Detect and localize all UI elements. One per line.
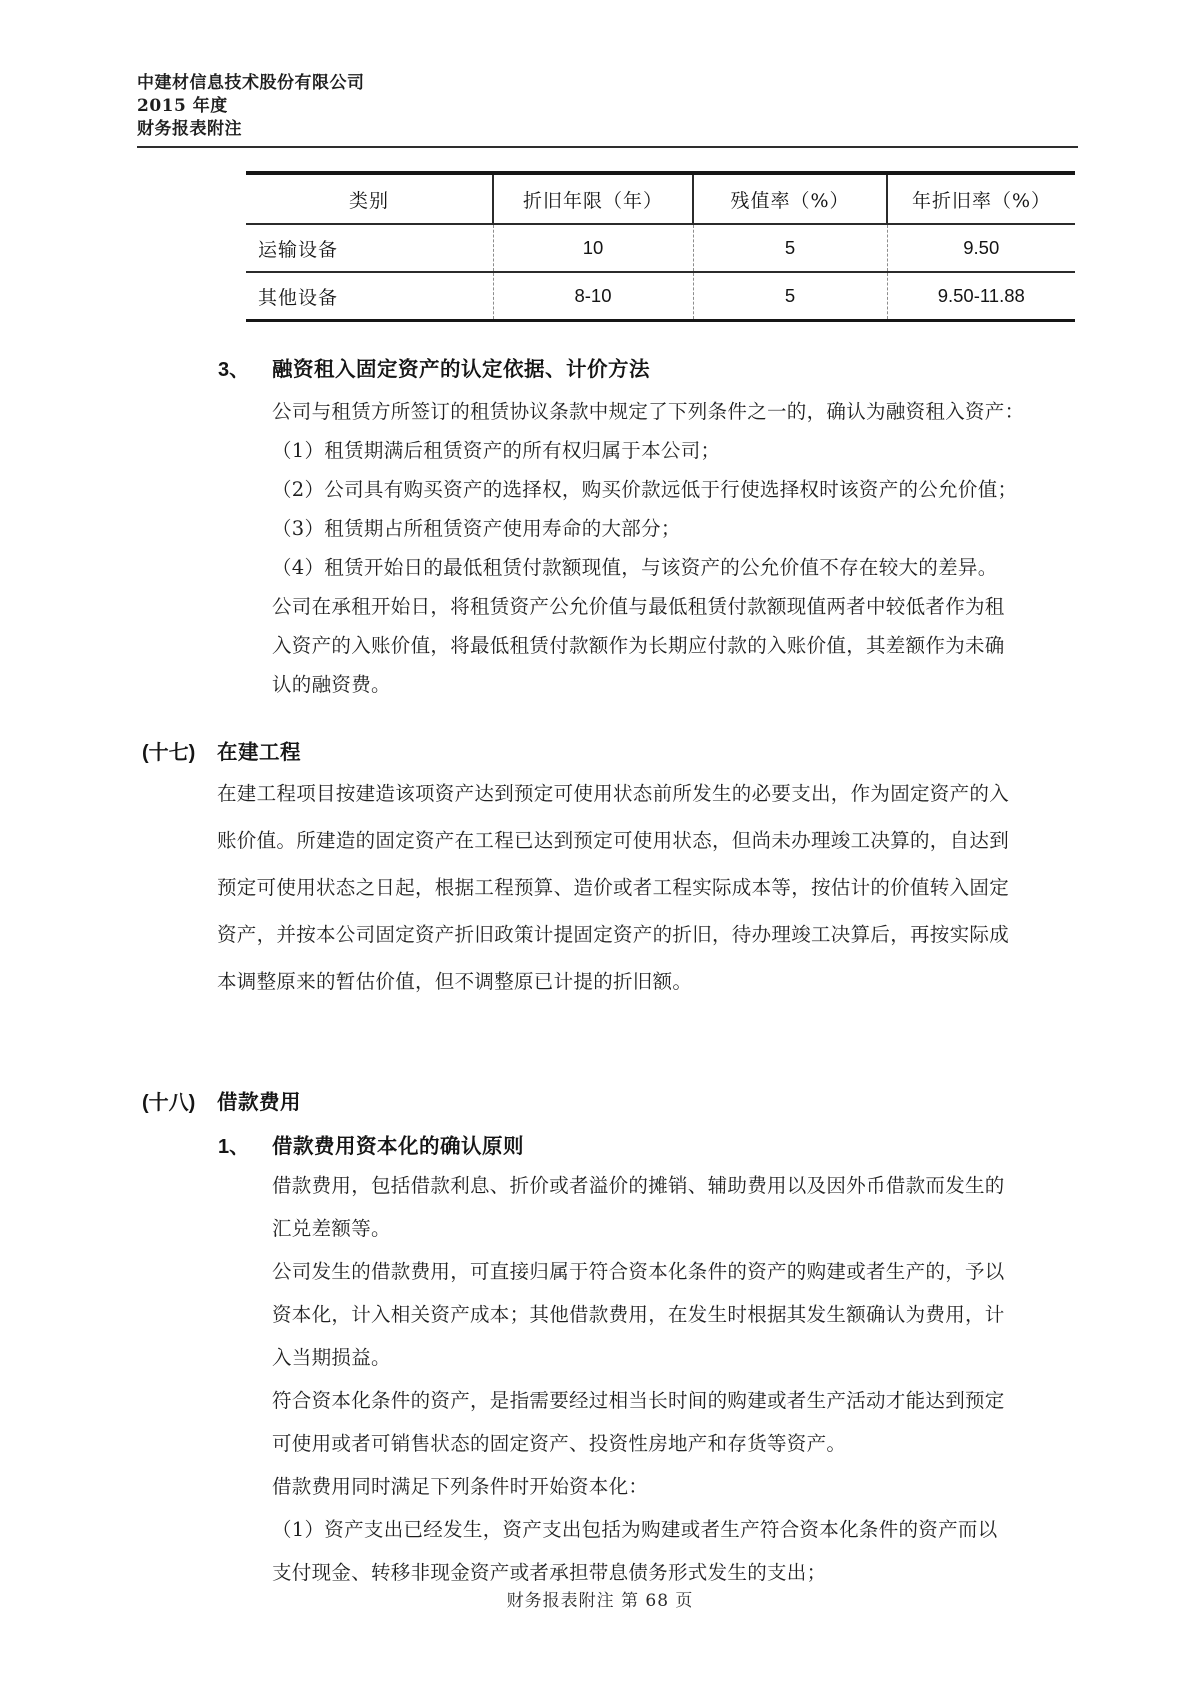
paragraph-line: 符合资本化条件的资产，是指需要经过相当长时间的购建或者生产活动才能达到预定	[272, 1389, 1005, 1412]
section3-title: 融资租入固定资产的认定依据、计价方法	[272, 358, 650, 381]
header-rule	[137, 146, 1078, 148]
section17-title: 在建工程	[217, 741, 301, 764]
paragraph-line: 公司在承租开始日，将租赁资产公允价值与最低租赁付款额现值两者中较低者作为租	[272, 595, 1005, 618]
page-header	[137, 72, 365, 141]
section17-paragraph	[217, 770, 1009, 1005]
section18-title: 借款费用	[217, 1091, 301, 1114]
col-header-residual-rate: 残值率（%）	[693, 173, 887, 224]
company-name: 中建材信息技术股份有限公司	[137, 73, 365, 93]
col-header-annual-rate: 年折旧率（%）	[887, 173, 1075, 224]
col-header-category: 类别	[246, 173, 493, 224]
depreciation-table	[246, 171, 1075, 322]
paragraph-line: 汇兑差额等。	[272, 1217, 391, 1240]
paragraph-line: 资产，并按本公司固定资产折旧政策计提固定资产的折旧，待办理竣工决算后，再按实际成	[217, 923, 1010, 946]
section3-number: 3、	[218, 359, 250, 381]
paragraph-line: 预定可使用状态之日起，根据工程预算、造价或者工程实际成本等，按估计的价值转入固定	[217, 876, 1010, 899]
cell-category: 其他设备	[246, 272, 493, 321]
cell-annual-rate: 9.50-11.88	[887, 272, 1075, 321]
subsection1-number: 1、	[218, 1136, 250, 1158]
cell-residual-rate: 5	[693, 224, 887, 272]
paragraph-line: （1）租赁期满后租赁资产的所有权归属于本公司；	[272, 439, 721, 462]
paragraph-line: 入资产的入账价值，将最低租赁付款额作为长期应付款的入账价值，其差额作为未确	[272, 634, 1005, 657]
section3-paragraph	[272, 392, 1024, 704]
cell-category: 运输设备	[258, 238, 339, 261]
section17-number: (十七)	[142, 742, 196, 764]
paragraph-line: （2）公司具有购买资产的选择权，购买价款远低于行使选择权时该资产的公允价值；	[272, 478, 1018, 501]
paragraph-line: 公司发生的借款费用，可直接归属于符合资本化条件的资产的购建或者生产的，予以	[272, 1260, 1005, 1283]
subsection1-title: 借款费用资本化的确认原则	[272, 1135, 524, 1158]
paragraph-line: 借款费用，包括借款利息、折价或者溢价的摊销、辅助费用以及因外币借款而发生的	[272, 1174, 1005, 1197]
paragraph-line: 在建工程项目按建造该项资产达到预定可使用状态前所发生的必要支出，作为固定资产的入	[217, 782, 1010, 805]
table-header-row	[246, 173, 1075, 224]
paragraph-line: 入当期损益。	[272, 1346, 391, 1369]
paragraph-line: （4）租赁开始日的最低租赁付款额现值，与该资产的公允价值不存在较大的差异。	[272, 556, 998, 579]
page-footer: 财务报表附注 第 68 页	[506, 1591, 694, 1611]
col-header-depreciation-years: 折旧年限（年）	[493, 173, 693, 224]
paragraph-line: 认的融资费。	[272, 673, 391, 696]
paragraph-line: （3）租赁期占所租赁资产使用寿命的大部分；	[272, 517, 681, 540]
paragraph-line: 支付现金、转移非现金资产或者承担带息债务形式发生的支出；	[272, 1561, 827, 1584]
cell-residual-rate: 5	[693, 272, 887, 321]
fiscal-year: 2015 年度	[137, 96, 228, 116]
section18-number: (十八)	[142, 1092, 196, 1114]
table-row	[246, 272, 1075, 321]
cell-annual-rate: 9.50	[887, 224, 1075, 272]
paragraph-line: 可使用或者可销售状态的固定资产、投资性房地产和存货等资产。	[272, 1432, 847, 1455]
paragraph-line: 账价值。所建造的固定资产在工程已达到预定可使用状态，但尚未办理竣工决算的，自达到	[217, 829, 1010, 852]
cell-years: 8-10	[493, 272, 693, 321]
paragraph-line: 公司与租赁方所签订的租赁协议条款中规定了下列条件之一的，确认为融资租入资产：	[272, 400, 1025, 423]
cell-years: 10	[493, 224, 693, 272]
paragraph-line: 资本化，计入相关资产成本；其他借款费用，在发生时根据其发生额确认为费用，计	[272, 1303, 1005, 1326]
doc-title: 财务报表附注	[137, 119, 242, 139]
paragraph-line: 本调整原来的暂估价值，但不调整原已计提的折旧额。	[217, 970, 693, 993]
subsection1-paragraph	[272, 1164, 1005, 1594]
paragraph-line: （1）资产支出已经发生，资产支出包括为购建或者生产符合资本化条件的资产而以	[272, 1518, 998, 1541]
paragraph-line: 借款费用同时满足下列条件时开始资本化：	[272, 1475, 649, 1498]
table-row	[246, 224, 1075, 272]
